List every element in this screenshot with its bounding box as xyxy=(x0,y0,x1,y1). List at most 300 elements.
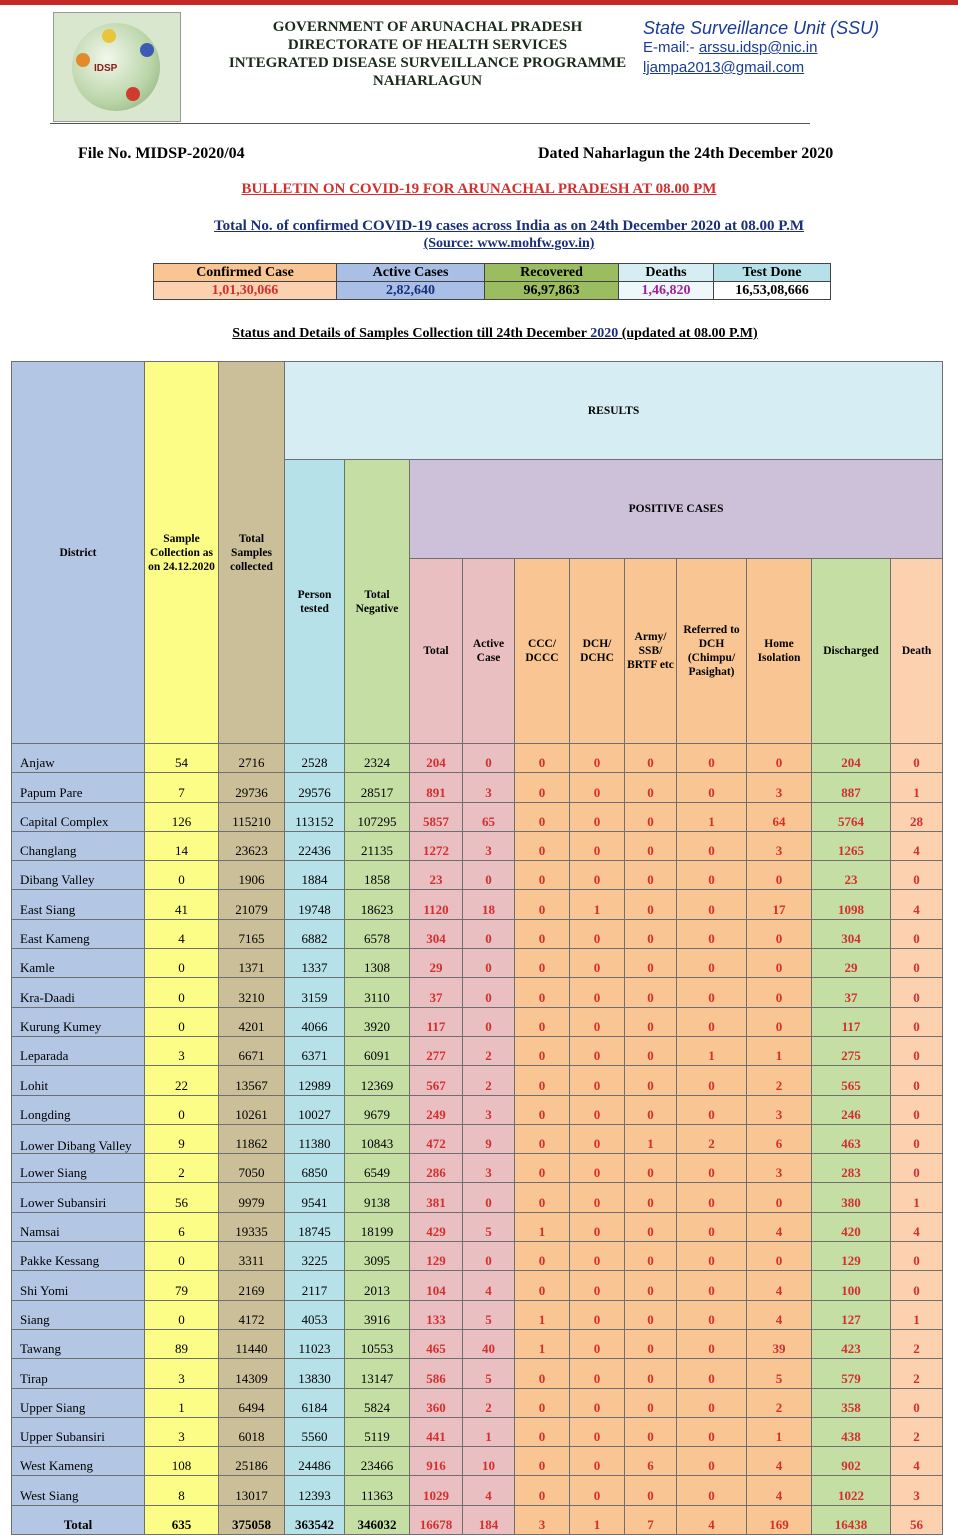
cell-army: 0 xyxy=(625,1417,677,1446)
cell-total-samples: 1371 xyxy=(219,949,285,978)
cell-home: 2 xyxy=(747,1388,812,1417)
totals-row xyxy=(12,1505,943,1534)
cell-total: 381 xyxy=(410,1183,463,1212)
cell-district: Kra-Daadi xyxy=(12,978,145,1007)
cell-total: 472 xyxy=(410,1124,463,1153)
cell-district: Lohit xyxy=(12,1066,145,1095)
cell-total-negative: 3110 xyxy=(345,978,410,1007)
cell-active: 1 xyxy=(463,1417,515,1446)
cell-home: 3 xyxy=(747,773,812,802)
table-row xyxy=(12,978,943,1007)
cell-referred: 0 xyxy=(677,1007,747,1036)
cell-referred: 1 xyxy=(677,802,747,831)
cell-active: 0 xyxy=(463,1183,515,1212)
cell-person-tested: 3225 xyxy=(285,1242,345,1271)
cell-district: Dibang Valley xyxy=(12,861,145,890)
cell-discharged: 204 xyxy=(812,744,891,773)
cell-discharged-total: 16438 xyxy=(812,1505,891,1534)
cell-home: 4 xyxy=(747,1447,812,1476)
cell-ccc: 0 xyxy=(515,1417,570,1446)
cell-active: 3 xyxy=(463,1154,515,1183)
cell-home: 3 xyxy=(747,1154,812,1183)
cell-total-negative-total: 346032 xyxy=(345,1505,410,1534)
cell-referred: 0 xyxy=(677,773,747,802)
cell-dch: 0 xyxy=(570,1417,625,1446)
cell-total-samples: 1906 xyxy=(219,861,285,890)
cell-army: 0 xyxy=(625,1359,677,1388)
tests-label: Test Done xyxy=(714,264,831,282)
cell-total: 360 xyxy=(410,1388,463,1417)
cell-district: West Kameng xyxy=(12,1447,145,1476)
cell-total-samples: 14309 xyxy=(219,1359,285,1388)
cell-total-negative: 6578 xyxy=(345,919,410,948)
cell-death: 3 xyxy=(891,1476,943,1505)
email-label: E-mail:- xyxy=(643,39,695,56)
cell-home: 0 xyxy=(747,1242,812,1271)
cell-home: 3 xyxy=(747,831,812,860)
cell-person-tested: 6371 xyxy=(285,1036,345,1065)
cell-discharged: 304 xyxy=(812,919,891,948)
cell-ccc: 0 xyxy=(515,1242,570,1271)
cell-dch: 0 xyxy=(570,1007,625,1036)
india-source: (Source: www.mohfw.gov.in) xyxy=(423,236,595,251)
cell-home: 2 xyxy=(747,1066,812,1095)
cell-district: Leparada xyxy=(12,1036,145,1065)
col-district: District xyxy=(12,362,145,744)
cell-home: 0 xyxy=(747,978,812,1007)
cell-army: 0 xyxy=(625,919,677,948)
cell-death: 0 xyxy=(891,744,943,773)
cell-total: 465 xyxy=(410,1329,463,1358)
cell-discharged: 438 xyxy=(812,1417,891,1446)
cell-army: 0 xyxy=(625,861,677,890)
cell-home: 1 xyxy=(747,1036,812,1065)
cell-district: East Siang xyxy=(12,890,145,919)
cell-dch: 0 xyxy=(570,949,625,978)
cell-total-samples: 21079 xyxy=(219,890,285,919)
cell-ccc: 0 xyxy=(515,1183,570,1212)
cell-total-negative: 10843 xyxy=(345,1124,410,1153)
cell-ccc: 0 xyxy=(515,1095,570,1124)
active-value: 2,82,640 xyxy=(337,282,485,300)
cell-sample: 1 xyxy=(145,1388,219,1417)
cell-sample: 14 xyxy=(145,831,219,860)
cell-district: Upper Siang xyxy=(12,1388,145,1417)
table-row xyxy=(12,773,943,802)
cell-referred-total: 4 xyxy=(677,1505,747,1534)
cell-person-tested: 3159 xyxy=(285,978,345,1007)
cell-person-tested: 12989 xyxy=(285,1066,345,1095)
cell-army: 0 xyxy=(625,949,677,978)
recovered-value: 96,97,863 xyxy=(485,282,619,300)
cell-home: 0 xyxy=(747,919,812,948)
cell-total-negative: 2324 xyxy=(345,744,410,773)
cell-referred: 1 xyxy=(677,1036,747,1065)
cell-district: Upper Subansiri xyxy=(12,1417,145,1446)
cell-total-samples: 11440 xyxy=(219,1329,285,1358)
cell-total: 1272 xyxy=(410,831,463,860)
cell-total: 249 xyxy=(410,1095,463,1124)
cell-total-samples: 6671 xyxy=(219,1036,285,1065)
cell-active: 3 xyxy=(463,831,515,860)
cell-death: 0 xyxy=(891,1271,943,1300)
cell-army-total: 7 xyxy=(625,1505,677,1534)
cell-total-negative: 5119 xyxy=(345,1417,410,1446)
cell-district-total: Total xyxy=(12,1505,145,1534)
cell-referred: 2 xyxy=(677,1124,747,1153)
cell-discharged: 127 xyxy=(812,1300,891,1329)
cell-total-samples-total: 375058 xyxy=(219,1505,285,1534)
cell-referred: 0 xyxy=(677,831,747,860)
cell-active: 2 xyxy=(463,1036,515,1065)
cell-total-samples: 4172 xyxy=(219,1300,285,1329)
cell-referred: 0 xyxy=(677,1447,747,1476)
cell-sample: 0 xyxy=(145,978,219,1007)
cell-total-negative: 1308 xyxy=(345,949,410,978)
table-row xyxy=(12,919,943,948)
col-sample: Sample Collection as on 24.12.2020 xyxy=(145,362,219,744)
cell-home: 1 xyxy=(747,1417,812,1446)
cell-total-samples: 9979 xyxy=(219,1183,285,1212)
cell-referred: 0 xyxy=(677,1271,747,1300)
cell-sample: 0 xyxy=(145,949,219,978)
cell-discharged: 100 xyxy=(812,1271,891,1300)
results-header: RESULTS xyxy=(285,362,943,460)
cell-total: 117 xyxy=(410,1007,463,1036)
cell-sample: 6 xyxy=(145,1212,219,1241)
cell-dch: 0 xyxy=(570,1271,625,1300)
cell-dch: 0 xyxy=(570,1447,625,1476)
cell-sample: 0 xyxy=(145,1007,219,1036)
cell-home: 0 xyxy=(747,861,812,890)
status-title xyxy=(0,326,958,342)
cell-district: Kurung Kumey xyxy=(12,1007,145,1036)
cell-district: Lower Dibang Valley xyxy=(12,1124,145,1153)
cell-ccc: 0 xyxy=(515,1066,570,1095)
positive-cases-header: POSITIVE CASES xyxy=(410,460,943,559)
table-row xyxy=(12,1359,943,1388)
cell-dch: 0 xyxy=(570,831,625,860)
cell-person-tested: 4053 xyxy=(285,1300,345,1329)
cell-army: 0 xyxy=(625,1242,677,1271)
cell-home: 0 xyxy=(747,949,812,978)
cell-district: Longding xyxy=(12,1095,145,1124)
table-row xyxy=(12,802,943,831)
cell-total: 129 xyxy=(410,1242,463,1271)
cell-district: Kamle xyxy=(12,949,145,978)
confirmed-label: Confirmed Case xyxy=(154,264,337,282)
cell-total-negative: 28517 xyxy=(345,773,410,802)
programme-title: INTEGRATED DISEASE SURVEILLANCE PROGRAMME xyxy=(228,55,627,71)
cell-army: 0 xyxy=(625,1183,677,1212)
cell-total-negative: 18623 xyxy=(345,890,410,919)
table-row xyxy=(12,1007,943,1036)
table-row xyxy=(12,1388,943,1417)
cell-person-tested: 4066 xyxy=(285,1007,345,1036)
cell-person-tested: 10027 xyxy=(285,1095,345,1124)
cell-ccc: 1 xyxy=(515,1329,570,1358)
cell-total: 304 xyxy=(410,919,463,948)
cell-total-negative: 1858 xyxy=(345,861,410,890)
bulletin-title: BULLETIN ON COVID-19 FOR ARUNACHAL PRADESH AT 08.00 PM xyxy=(241,181,717,197)
cell-district: East Kameng xyxy=(12,919,145,948)
cell-district: Papum Pare xyxy=(12,773,145,802)
cell-death: 4 xyxy=(891,890,943,919)
email-link-2[interactable]: ljampa2013@gmail.com xyxy=(643,59,805,76)
cell-total-samples: 13567 xyxy=(219,1066,285,1095)
cell-total-negative: 3920 xyxy=(345,1007,410,1036)
cell-army: 0 xyxy=(625,1095,677,1124)
active-label: Active Cases xyxy=(337,264,485,282)
cell-total-negative: 12369 xyxy=(345,1066,410,1095)
cell-death: 0 xyxy=(891,1007,943,1036)
cell-sample: 108 xyxy=(145,1447,219,1476)
cell-total-samples: 19335 xyxy=(219,1212,285,1241)
cell-person-tested: 1337 xyxy=(285,949,345,978)
cell-death-total: 56 xyxy=(891,1505,943,1534)
cell-total: 567 xyxy=(410,1066,463,1095)
cell-dch: 0 xyxy=(570,1476,625,1505)
cell-ccc: 0 xyxy=(515,919,570,948)
table-row xyxy=(12,1095,943,1124)
cell-total-negative: 23466 xyxy=(345,1447,410,1476)
cell-sample: 2 xyxy=(145,1154,219,1183)
cell-discharged: 1022 xyxy=(812,1476,891,1505)
cell-active: 0 xyxy=(463,1242,515,1271)
cell-ccc: 0 xyxy=(515,1447,570,1476)
table-row xyxy=(12,1447,943,1476)
cell-sample: 54 xyxy=(145,744,219,773)
cell-district: Namsai xyxy=(12,1212,145,1241)
status-title-b: (updated at 08.00 P.M) xyxy=(618,326,758,341)
cell-ccc: 0 xyxy=(515,949,570,978)
cell-ccc: 0 xyxy=(515,1154,570,1183)
cell-ccc: 0 xyxy=(515,1476,570,1505)
district-table xyxy=(11,361,943,1535)
cell-discharged: 902 xyxy=(812,1447,891,1476)
cell-home: 39 xyxy=(747,1329,812,1358)
cell-sample: 41 xyxy=(145,890,219,919)
cell-death: 4 xyxy=(891,1447,943,1476)
table-row xyxy=(12,1300,943,1329)
cell-discharged: 887 xyxy=(812,773,891,802)
cell-dch: 1 xyxy=(570,890,625,919)
cell-discharged: 117 xyxy=(812,1007,891,1036)
cell-total-negative: 18199 xyxy=(345,1212,410,1241)
cell-referred: 0 xyxy=(677,1212,747,1241)
cell-ccc: 0 xyxy=(515,802,570,831)
cell-referred: 0 xyxy=(677,1183,747,1212)
cell-death: 2 xyxy=(891,1359,943,1388)
cell-ccc: 1 xyxy=(515,1212,570,1241)
cell-discharged: 380 xyxy=(812,1183,891,1212)
cell-discharged: 275 xyxy=(812,1036,891,1065)
cell-active: 3 xyxy=(463,1095,515,1124)
cell-dch: 0 xyxy=(570,1242,625,1271)
cell-referred: 0 xyxy=(677,1242,747,1271)
cell-home: 5 xyxy=(747,1359,812,1388)
col-total-negative: Total Negative xyxy=(345,460,410,744)
cell-sample: 126 xyxy=(145,802,219,831)
cell-discharged: 565 xyxy=(812,1066,891,1095)
cell-active: 5 xyxy=(463,1212,515,1241)
table-row xyxy=(12,1329,943,1358)
cell-total-samples: 11862 xyxy=(219,1124,285,1153)
cell-sample: 0 xyxy=(145,1300,219,1329)
cell-army: 0 xyxy=(625,890,677,919)
cell-death: 1 xyxy=(891,773,943,802)
cell-dch: 0 xyxy=(570,1359,625,1388)
cell-army: 6 xyxy=(625,1447,677,1476)
cell-person-tested: 9541 xyxy=(285,1183,345,1212)
cell-sample: 0 xyxy=(145,1095,219,1124)
cell-active: 3 xyxy=(463,773,515,802)
cell-dch: 0 xyxy=(570,1154,625,1183)
cell-death: 0 xyxy=(891,1095,943,1124)
cell-death: 1 xyxy=(891,1183,943,1212)
table-row xyxy=(12,949,943,978)
cell-sample: 22 xyxy=(145,1066,219,1095)
cell-sample: 9 xyxy=(145,1124,219,1153)
email-link-1[interactable]: arssu.idsp@nic.in xyxy=(698,39,818,56)
cell-army: 0 xyxy=(625,831,677,860)
cell-home: 4 xyxy=(747,1476,812,1505)
cell-total-samples: 25186 xyxy=(219,1447,285,1476)
table-row xyxy=(12,1271,943,1300)
cell-dch: 0 xyxy=(570,1388,625,1417)
cell-total: 204 xyxy=(410,744,463,773)
cell-discharged: 420 xyxy=(812,1212,891,1241)
cell-sample: 8 xyxy=(145,1476,219,1505)
col-ccc: CCC/ DCCC xyxy=(515,559,570,744)
cell-sample: 3 xyxy=(145,1417,219,1446)
email-line xyxy=(643,38,879,58)
cell-sample: 0 xyxy=(145,1242,219,1271)
cell-dch: 0 xyxy=(570,919,625,948)
cell-person-tested: 18745 xyxy=(285,1212,345,1241)
cell-army: 0 xyxy=(625,744,677,773)
cell-discharged: 29 xyxy=(812,949,891,978)
cell-death: 0 xyxy=(891,1154,943,1183)
cell-total: 916 xyxy=(410,1447,463,1476)
cell-total: 891 xyxy=(410,773,463,802)
cell-total-total: 16678 xyxy=(410,1505,463,1534)
table-row xyxy=(12,1124,943,1153)
deaths-label: Deaths xyxy=(619,264,714,282)
deaths-value: 1,46,820 xyxy=(619,282,714,300)
cell-home: 0 xyxy=(747,1007,812,1036)
cell-person-tested: 1884 xyxy=(285,861,345,890)
col-discharged: Discharged xyxy=(812,559,891,744)
cell-total-negative: 107295 xyxy=(345,802,410,831)
col-total-samples: Total Samples collected xyxy=(219,362,285,744)
ssu-contact xyxy=(643,18,879,78)
cell-active: 5 xyxy=(463,1300,515,1329)
cell-total-negative: 6091 xyxy=(345,1036,410,1065)
directorate-title: DIRECTORATE OF HEALTH SERVICES xyxy=(287,37,568,53)
cell-active: 2 xyxy=(463,1066,515,1095)
cell-district: Shi Yomi xyxy=(12,1271,145,1300)
cell-referred: 0 xyxy=(677,861,747,890)
cell-total-negative: 3916 xyxy=(345,1300,410,1329)
cell-dch: 0 xyxy=(570,1124,625,1153)
cell-total: 5857 xyxy=(410,802,463,831)
cell-referred: 0 xyxy=(677,949,747,978)
cell-army: 0 xyxy=(625,1388,677,1417)
cell-discharged: 246 xyxy=(812,1095,891,1124)
cell-total-samples: 3311 xyxy=(219,1242,285,1271)
cell-total-negative: 2013 xyxy=(345,1271,410,1300)
cell-total: 586 xyxy=(410,1359,463,1388)
cell-home: 17 xyxy=(747,890,812,919)
col-death: Death xyxy=(891,559,943,744)
cell-total-samples: 2716 xyxy=(219,744,285,773)
cell-referred: 0 xyxy=(677,1388,747,1417)
table-row xyxy=(12,1183,943,1212)
cell-army: 1 xyxy=(625,1124,677,1153)
table-row xyxy=(12,831,943,860)
cell-referred: 0 xyxy=(677,1329,747,1358)
cell-person-tested: 2528 xyxy=(285,744,345,773)
cell-ccc: 0 xyxy=(515,890,570,919)
cell-active: 5 xyxy=(463,1359,515,1388)
cell-discharged: 5764 xyxy=(812,802,891,831)
cell-total-negative: 21135 xyxy=(345,831,410,860)
cell-district: Capital Complex xyxy=(12,802,145,831)
india-title: Total No. of confirmed COVID-19 cases across India as on 24th December 2020 at 08.00 P.M xyxy=(214,218,804,234)
cell-person-tested-total: 363542 xyxy=(285,1505,345,1534)
cell-home: 4 xyxy=(747,1300,812,1329)
cell-person-tested: 5560 xyxy=(285,1417,345,1446)
cell-ccc: 0 xyxy=(515,978,570,1007)
cell-sample: 7 xyxy=(145,773,219,802)
cell-person-tested: 2117 xyxy=(285,1271,345,1300)
idsp-logo xyxy=(53,12,181,122)
cell-death: 0 xyxy=(891,1036,943,1065)
cell-district: Siang xyxy=(12,1300,145,1329)
cell-discharged: 37 xyxy=(812,978,891,1007)
col-dch: DCH/ DCHC xyxy=(570,559,625,744)
cell-active: 9 xyxy=(463,1124,515,1153)
table-row xyxy=(12,1036,943,1065)
cell-dch: 0 xyxy=(570,861,625,890)
cell-referred: 0 xyxy=(677,1359,747,1388)
gov-title: GOVERNMENT OF ARUNACHAL PRADESH xyxy=(272,19,583,35)
cell-total-samples: 23623 xyxy=(219,831,285,860)
cell-home: 64 xyxy=(747,802,812,831)
cell-army: 0 xyxy=(625,1154,677,1183)
cell-district: Tirap xyxy=(12,1359,145,1388)
cell-total-negative: 3095 xyxy=(345,1242,410,1271)
cell-total-samples: 115210 xyxy=(219,802,285,831)
cell-total: 133 xyxy=(410,1300,463,1329)
confirmed-value: 1,01,30,066 xyxy=(154,282,337,300)
cell-dch: 0 xyxy=(570,1212,625,1241)
cell-sample-total: 635 xyxy=(145,1505,219,1534)
cell-army: 0 xyxy=(625,1066,677,1095)
cell-home-total: 169 xyxy=(747,1505,812,1534)
cell-death: 28 xyxy=(891,802,943,831)
cell-army: 0 xyxy=(625,1476,677,1505)
cell-referred: 0 xyxy=(677,890,747,919)
cell-district: Changlang xyxy=(12,831,145,860)
status-title-a: Status and Details of Samples Collection till 24th December xyxy=(232,326,591,341)
cell-total: 23 xyxy=(410,861,463,890)
status-title-year: 2020 xyxy=(590,326,619,341)
cell-discharged: 463 xyxy=(812,1124,891,1153)
cell-referred: 0 xyxy=(677,1476,747,1505)
cell-dch: 0 xyxy=(570,1183,625,1212)
